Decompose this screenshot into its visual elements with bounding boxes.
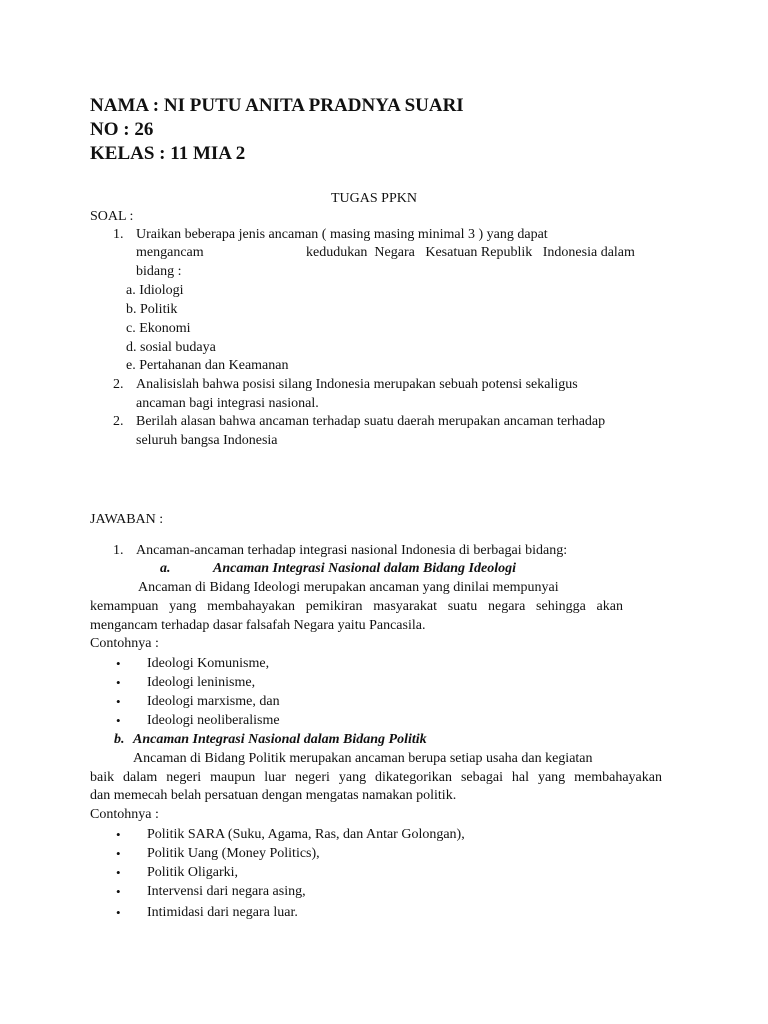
section-b-example-label: Contohnya : xyxy=(90,807,159,822)
question-3-number: 2. xyxy=(113,414,124,429)
question-2-line-2: ancaman bagi integrasi nasional. xyxy=(136,396,319,411)
section-b-marker: b. xyxy=(114,732,125,747)
question-1-line-1: Uraikan beberapa jenis ancaman ( masing masing minimal 3 ) yang dapat xyxy=(136,227,548,242)
student-number: NO : 26 xyxy=(90,119,154,140)
section-a-example-label: Contohnya : xyxy=(90,636,159,651)
student-name: NAMA : NI PUTU ANITA PRADNYA SUARI xyxy=(90,95,464,116)
question-1-line-2-right: kedudukan Negara Kesatuan Republik Indonesia dalam xyxy=(306,245,635,260)
question-1-option-a: a. Idiologi xyxy=(126,283,184,298)
question-1-option-c: c. Ekonomi xyxy=(126,321,191,336)
answer-1-number: 1. xyxy=(113,543,124,558)
question-2-line-1: Analisislah bahwa posisi silang Indonesia merupakan sebuah potensi sekaligus xyxy=(136,377,578,392)
jawaban-label: JAWABAN : xyxy=(90,512,164,527)
section-a-marker: a. xyxy=(160,561,171,576)
bullet-icon: • xyxy=(116,694,121,709)
section-b-heading: Ancaman Integrasi Nasional dalam Bidang Politik xyxy=(133,732,427,747)
section-b-example-2: Politik Uang (Money Politics), xyxy=(147,846,320,861)
question-1-option-b: b. Politik xyxy=(126,302,178,317)
question-1-option-e: e. Pertahanan dan Keamanan xyxy=(126,358,289,373)
section-a-example-3: Ideologi marxisme, dan xyxy=(147,694,280,709)
section-a-paragraph-line-1: Ancaman di Bidang Ideologi merupakan ancaman yang dinilai mempunyai xyxy=(138,580,559,595)
student-class: KELAS : 11 MIA 2 xyxy=(90,143,246,164)
bullet-icon: • xyxy=(116,884,121,899)
bullet-icon: • xyxy=(116,713,121,728)
section-b-paragraph-line-1: Ancaman di Bidang Politik merupakan ancaman berupa setiap usaha dan kegiatan xyxy=(133,751,593,766)
bullet-icon: • xyxy=(116,675,121,690)
bullet-icon: • xyxy=(116,846,121,861)
bullet-icon: • xyxy=(116,827,121,842)
question-1-number: 1. xyxy=(113,227,124,242)
question-1-line-2-left: mengancam xyxy=(136,245,204,260)
question-2-number: 2. xyxy=(113,377,124,392)
answer-1-text: Ancaman-ancaman terhadap integrasi nasional Indonesia di berbagai bidang: xyxy=(136,543,568,558)
question-3-line-2: seluruh bangsa Indonesia xyxy=(136,433,278,448)
section-a-example-1: Ideologi Komunisme, xyxy=(147,656,270,671)
bullet-icon: • xyxy=(116,865,121,880)
section-a-paragraph-line-2: kemampuan yang membahayakan pemikiran masyarakat suatu negara sehingga akan xyxy=(90,599,623,614)
question-1-line-3: bidang : xyxy=(136,264,182,279)
question-1-option-d: d. sosial budaya xyxy=(126,340,216,355)
section-a-paragraph-line-3: mengancam terhadap dasar falsafah Negara yaitu Pancasila. xyxy=(90,618,426,633)
section-b-example-1: Politik SARA (Suku, Agama, Ras, dan Antar Golongan), xyxy=(147,827,465,842)
section-a-heading: Ancaman Integrasi Nasional dalam Bidang Ideologi xyxy=(213,561,516,576)
section-b-example-5: Intimidasi dari negara luar. xyxy=(147,905,298,920)
bullet-icon: • xyxy=(116,905,121,920)
document-title: TUGAS PPKN xyxy=(331,191,417,206)
section-b-paragraph-line-3: dan memecah belah persatuan dengan mengatas namakan politik. xyxy=(90,788,457,803)
question-3-line-1: Berilah alasan bahwa ancaman terhadap suatu daerah merupakan ancaman terhadap xyxy=(136,414,606,429)
section-a-example-2: Ideologi leninisme, xyxy=(147,675,256,690)
section-a-example-4: Ideologi neoliberalisme xyxy=(147,713,280,728)
section-b-paragraph-line-2: baik dalam negeri maupun luar negeri yang dikategorikan sebagai hal yang membahayakan xyxy=(90,770,662,785)
section-b-example-4: Intervensi dari negara asing, xyxy=(147,884,306,899)
bullet-icon: • xyxy=(116,656,121,671)
section-b-example-3: Politik Oligarki, xyxy=(147,865,238,880)
soal-label: SOAL : xyxy=(90,209,134,224)
